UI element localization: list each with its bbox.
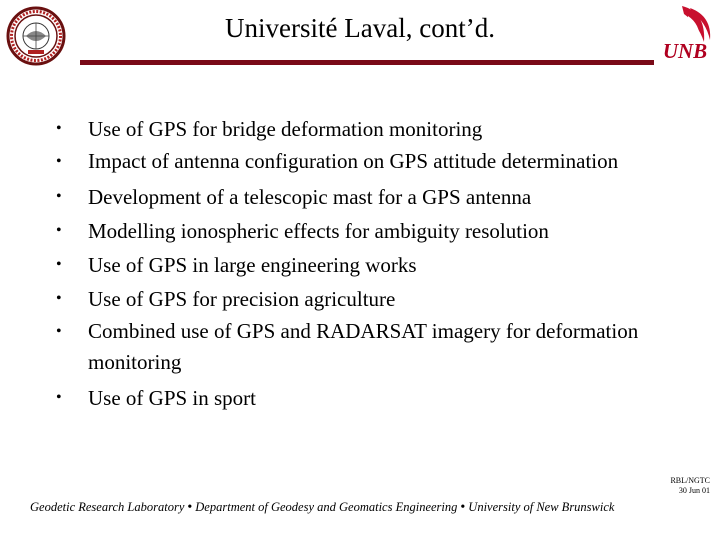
bullet-icon: •: [56, 290, 62, 307]
unb-sail-icon: [654, 4, 716, 44]
title-divider: [80, 60, 654, 65]
list-item: [56, 146, 676, 177]
list-item-text: Impact of antenna configuration on GPS attitude determination: [88, 149, 619, 173]
list-item-text: Use of GPS for precision agriculture: [88, 287, 396, 311]
list-item: [56, 381, 676, 415]
list-item: [56, 316, 676, 378]
stamp-date: 30 Jun 01: [678, 486, 710, 495]
list-item-text: Combined use of GPS and RADARSAT imagery for deformation monitoring: [88, 319, 639, 374]
author-date-stamp: [670, 476, 710, 496]
list-item-text: Use of GPS in sport: [88, 386, 257, 410]
bullet-icon: •: [56, 153, 62, 170]
footer-department: Department of Geodesy and Geomatics Engineering: [195, 500, 458, 514]
list-item-text: Development of a telescopic mast for a GPS antenna: [88, 185, 532, 209]
list-item: [56, 112, 676, 146]
unb-logo: [654, 4, 716, 66]
university-seal-icon: [6, 6, 66, 66]
list-item-text: Modelling ionospheric effects for ambiguity resolution: [88, 219, 549, 243]
list-item: [56, 282, 676, 316]
list-item: [56, 248, 676, 282]
bullet-icon: •: [56, 323, 62, 340]
footer: [30, 498, 700, 517]
bullet-icon: •: [56, 222, 62, 239]
bullet-icon: •: [56, 389, 62, 406]
page-title: Université Laval, cont’d.: [225, 13, 495, 43]
list-item: [56, 180, 676, 214]
bullet-icon: •: [56, 188, 62, 205]
list-item-text: Use of GPS for bridge deformation monitoring: [88, 117, 483, 141]
bullet-icon: •: [56, 256, 62, 273]
footer-university: University of New Brunswick: [468, 500, 615, 514]
footer-lab: Geodetic Research Laboratory: [30, 500, 185, 514]
unb-logo-text: UNB: [662, 39, 708, 63]
list-item: [56, 214, 676, 248]
bullet-icon: •: [56, 120, 62, 137]
stamp-author: RBL/NGTC: [670, 476, 710, 485]
footer-separator: •: [460, 500, 466, 515]
list-item-text: Use of GPS in large engineering works: [88, 253, 417, 277]
footer-separator: •: [187, 500, 193, 515]
bullet-list: [56, 112, 676, 415]
